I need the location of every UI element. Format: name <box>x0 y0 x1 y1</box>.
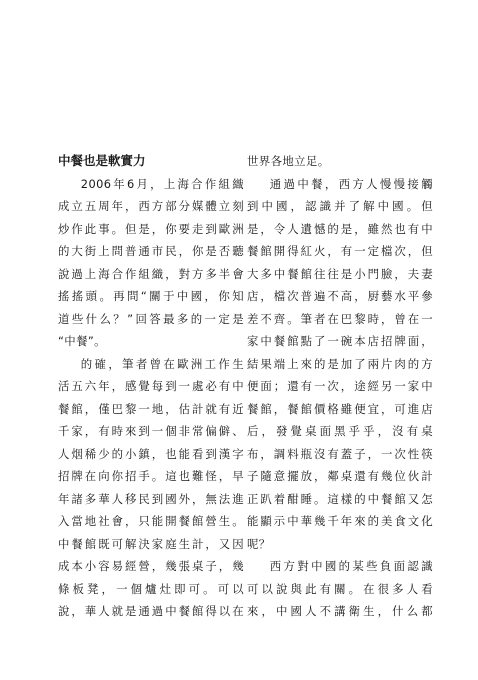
text-line: 家中餐館點了一碗本店招牌面， <box>247 334 433 348</box>
text-line: 后，發覺桌面黑乎乎，沒有桌 <box>247 424 433 438</box>
right-column <box>247 150 433 623</box>
right-text <box>247 150 433 623</box>
text-line: 結果端上來的是加了兩片肉的方 <box>247 356 433 371</box>
left-text <box>58 173 244 623</box>
text-line: 人烟稀少的小鎮，也能看到漢字 <box>58 446 244 461</box>
text-line: 是，令人遺憾的是，雖然也有中 <box>247 221 433 236</box>
text-line: 到中國，認識并了解中國。但 <box>247 199 433 213</box>
text-line: 的大街上問普通市民，你是否聽 <box>58 244 244 258</box>
text-line: 店，檔次普遍不高，厨藝水平參 <box>247 289 433 303</box>
text-line: 西方對中國的某些負面認識 <box>269 559 433 573</box>
text-line: 中餐館既可解決家庭生計，又因 <box>58 536 244 551</box>
text-line: 年諸多華人移民到國外，無法進 <box>58 491 244 506</box>
text-line: 能顯示中華幾千年來的美食文化 <box>247 514 433 528</box>
text-line: 搖搖頭。再問“關于中國，你知 <box>58 289 244 303</box>
text-line: 差不齊。筆者在巴黎時，曾在一 <box>247 311 433 326</box>
article-title: 中餐也是軟實力 <box>58 153 146 168</box>
text-line: 布，調料瓶沒有蓋子，一次性筷 <box>247 446 433 461</box>
text-line: 入當地社會，只能開餐館營生。 <box>58 514 244 528</box>
text-line: 說，華人就是通過中餐館得以在 <box>58 604 244 618</box>
text-line: 餐館，僅巴黎一地，估計就有近 <box>58 401 244 416</box>
text-line: 千家，有時來到一個非常偏僻、 <box>58 424 244 438</box>
text-line: 2006年6月，上海合作組織 <box>80 176 244 191</box>
text-line: 成本小容易經營，幾張桌子，幾 <box>58 559 244 573</box>
text-line: 正趴着酣睡。這樣的中餐館又怎 <box>247 491 433 506</box>
text-line: 的確，筆者曾在歐洲工作生 <box>80 356 244 371</box>
text-line: 條板凳，一個爐灶即可。可以 <box>58 581 244 596</box>
text-line: 成立五周年，西方部分媒體立刻 <box>58 199 244 213</box>
text-line: “中餐”。 <box>58 334 106 348</box>
text-line: 道些什么？”回答最多的一定是 <box>58 311 244 326</box>
text-line: 呢？ <box>247 536 271 551</box>
text-line: 炒作此事。但是，你要走到歐洲 <box>58 221 244 236</box>
text-line: 世界各地立足。 <box>247 154 330 168</box>
text-line: 來，中國人不講衛生，什么都 <box>247 604 433 618</box>
text-line: 子隨意擺放，鄰桌還有幾位伙計 <box>247 469 433 483</box>
text-line: 通過中餐，西方人慢慢接觸 <box>269 176 433 191</box>
text-line: 便面；還有一次，途經另一家中 <box>247 379 433 393</box>
text-line: 餐館開得紅火，有一定檔次，但 <box>247 244 433 258</box>
text-line: 大多中餐館往往是小門臉，夫妻 <box>247 266 433 281</box>
text-line: 說過上海合作組織，對方多半會 <box>58 266 244 281</box>
text-line: 餐館，餐館價格雖便宜，可進店 <box>247 401 433 416</box>
left-column <box>58 150 244 623</box>
text-line: 招牌在向你招手。這也難怪，早 <box>58 469 244 483</box>
text-line: 可以說與此有關。在很多人看 <box>247 581 433 596</box>
text-line: 活五六年，感覺每到一處必有中 <box>58 379 244 393</box>
